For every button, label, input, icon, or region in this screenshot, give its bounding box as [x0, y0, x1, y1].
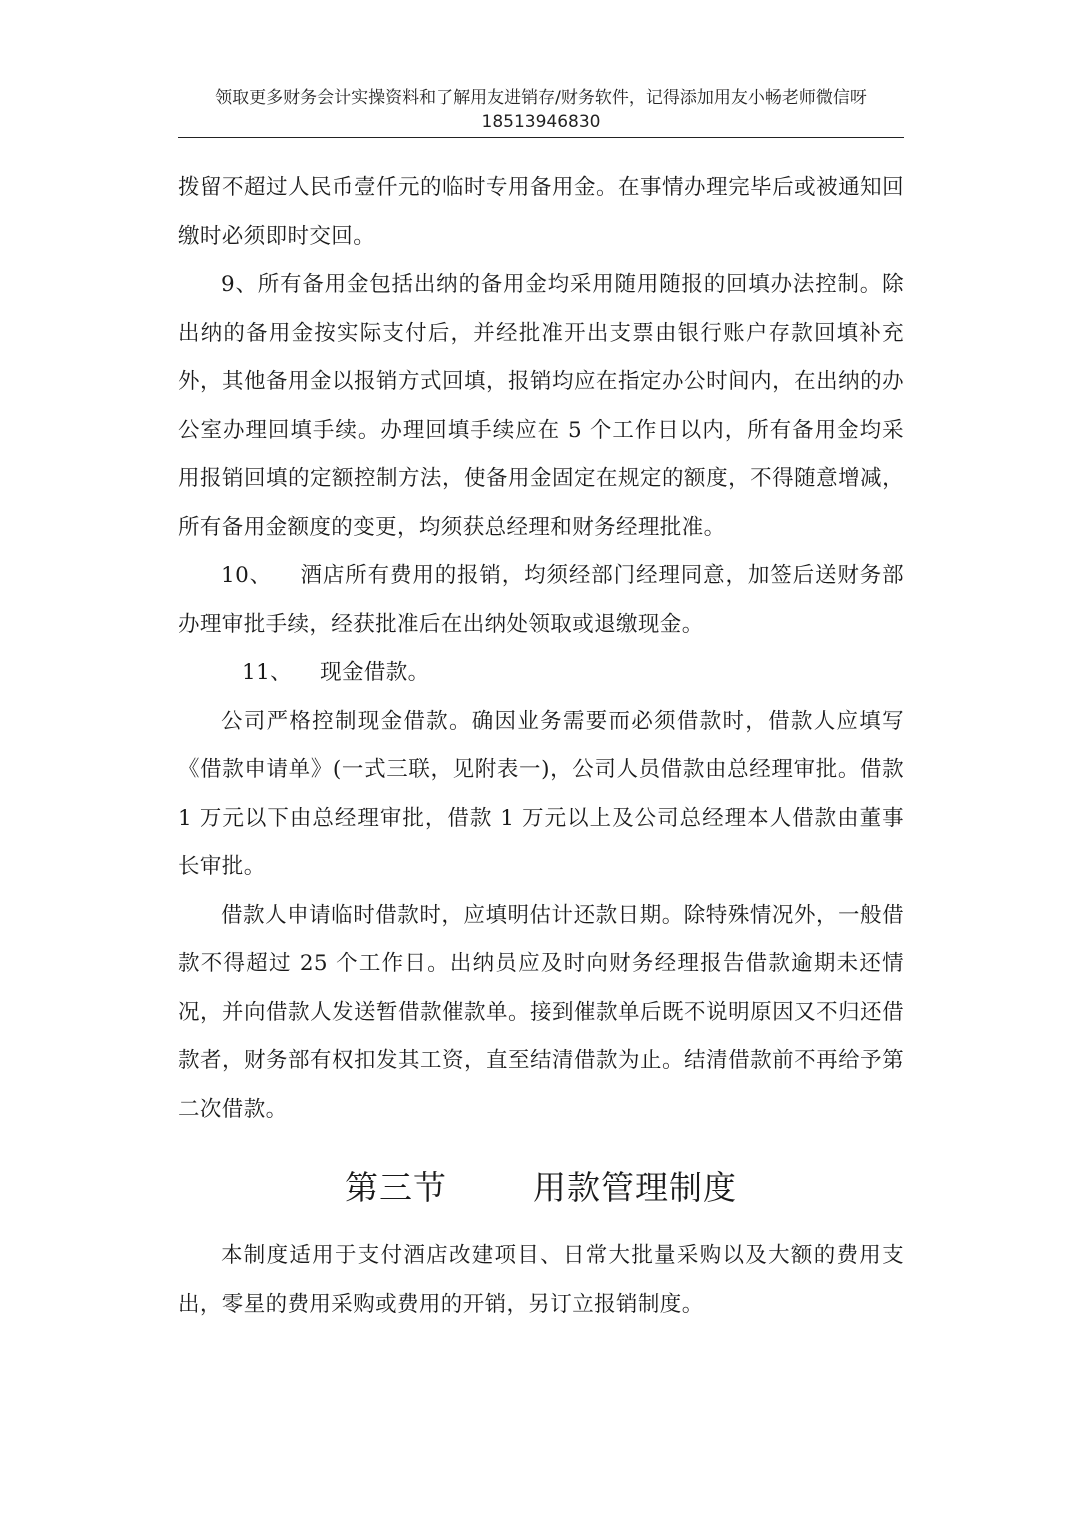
header-phone-number: 18513946830 — [481, 112, 601, 132]
section-title — [178, 1160, 904, 1216]
item-11-number: 11、 — [242, 660, 293, 685]
section-name: 用款管理制度 — [533, 1168, 737, 1207]
body-text — [178, 164, 904, 1134]
paragraph-section-intro: 本制度适用于支付酒店改建项目、日常大批量采购以及大额的费用支出，零星的费用采购或费用的开销，另订立报销制度。 — [178, 1243, 904, 1317]
paragraph-loan-repayment: 借款人申请临时借款时，应填明估计还款日期。除特殊情况外，一般借款不得超过 25 个工作日。出纳员应及时向财务经理报告借款逾期未还情况，并向借款人发送暂借款催款单。接到催款单后既不说明原因又不归还借款者，财务部有权扣发其工资，直至结清借款为止。结清借款前不再给予第二次借款。 — [178, 902, 904, 1122]
section-body — [178, 1232, 904, 1329]
paragraph-item-9: 9、所有备用金包括出纳的备用金均采用随用随报的回填办法控制。除出纳的备用金按实际支付后，并经批准开出支票由银行账户存款回填补充外，其他备用金以报销方式回填，报销均应在指定办公时间内，在出纳的办公室办理回填手续。办理回填手续应在 5 个工作日以内，所有备用金均采用报销回填的定额控制方法，使备用金固定在规定的额度，不得随意增减，所有备用金额度的变更，均须获总经理和财务经理批准。 — [178, 272, 904, 540]
item-10-number: 10、 — [221, 563, 272, 588]
page-header — [178, 86, 904, 134]
item-11-text: 现金借款。 — [320, 660, 430, 685]
header-divider — [178, 137, 904, 138]
paragraph-loan-control: 公司严格控制现金借款。确因业务需要而必须借款时，借款人应填写《借款申请单》(一式三联，见附表一)，公司人员借款由总经理审批。借款 1 万元以下由总经理审批，借款 1 万元以上及公司总经理本人借款由董事长审批。 — [178, 708, 904, 879]
paragraph-item-11 — [178, 649, 904, 698]
section-number: 第三节 — [345, 1168, 447, 1207]
item-10-text: 酒店所有费用的报销，均须经部门经理同意，加签后送财务部办理审批手续，经获批准后在出纳处领取或退缴现金。 — [178, 563, 904, 637]
paragraph-item-10 — [178, 552, 904, 649]
paragraph-continued: 拨留不超过人民币壹仟元的临时专用备用金。在事情办理完毕后或被通知回缴时必须即时交回。 — [178, 175, 904, 249]
header-promo-text: 领取更多财务会计实操资料和了解用友进销存/财务软件，记得添加用友小畅老师微信呀 — [215, 88, 867, 108]
